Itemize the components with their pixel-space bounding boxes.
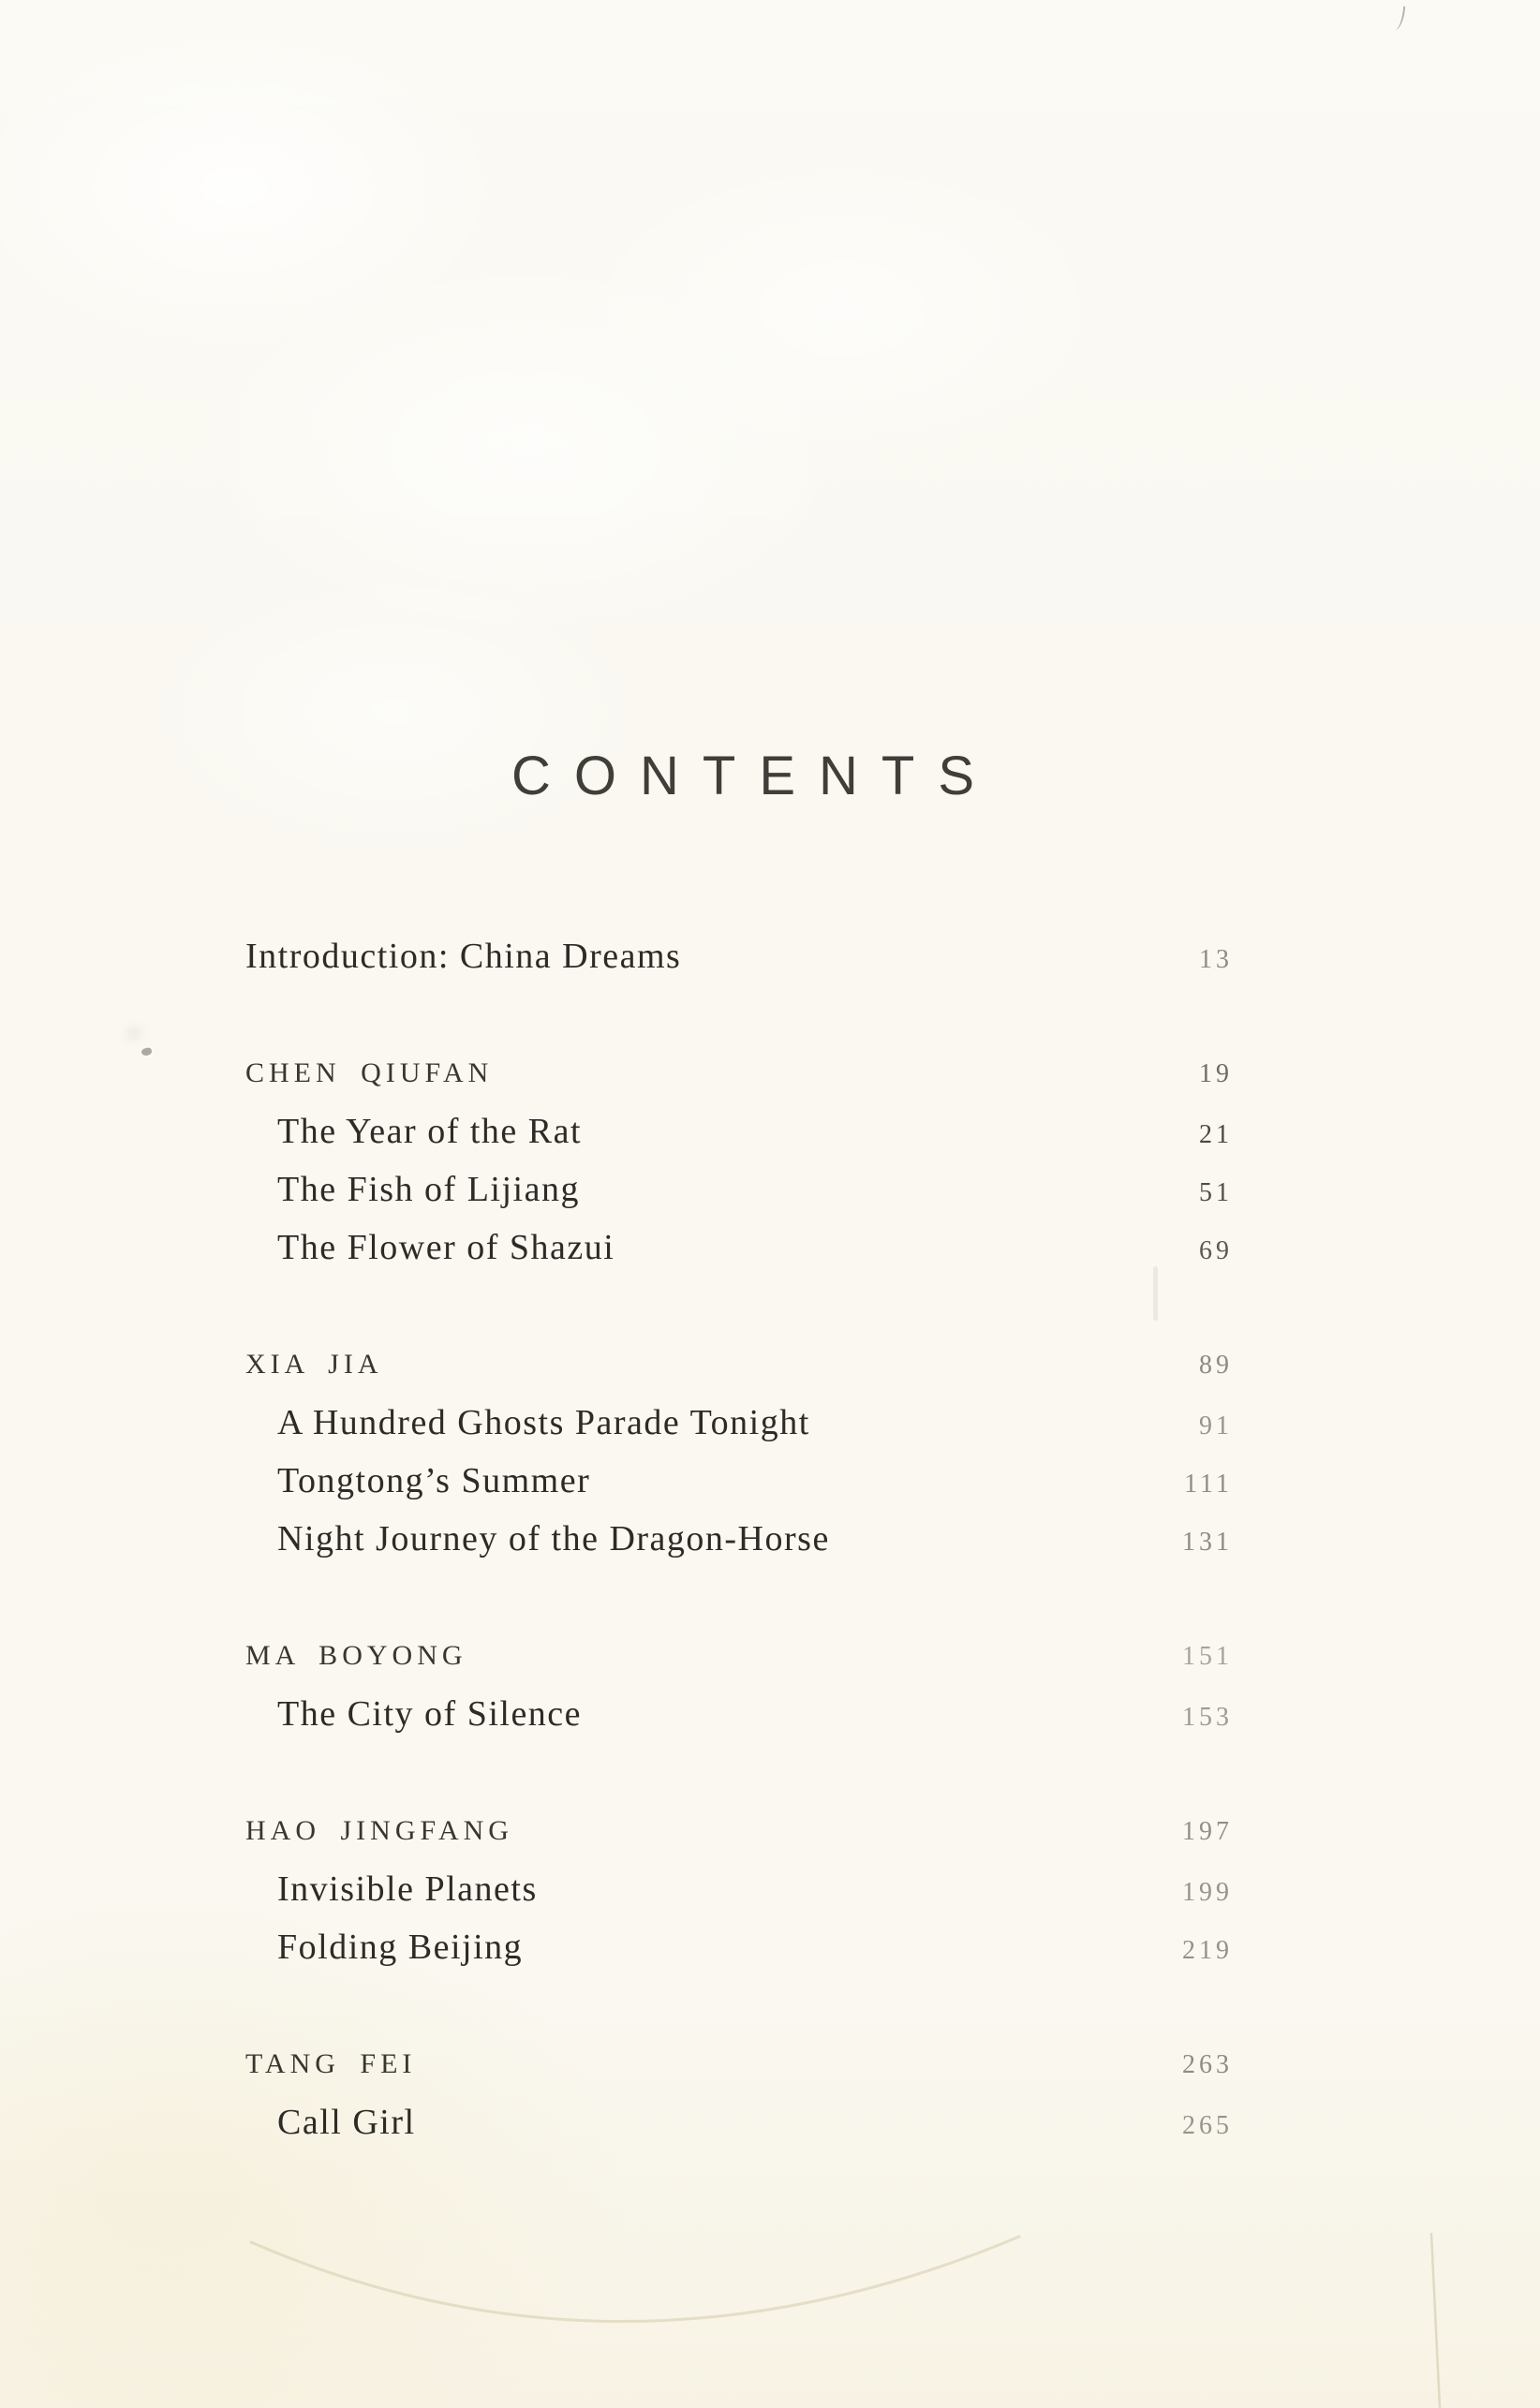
toc-story-title: Folding Beijing [277,1928,524,1967]
toc-author-row [245,1044,1233,1102]
scan-mark-top-right [1392,5,1406,30]
toc-page-number: 111 [1184,1470,1233,1499]
toc-author-name: HAO JINGFANG [245,1815,513,1846]
toc-story-title: Tongtong’s Summer [277,1461,591,1500]
toc-page-number: 263 [1182,2050,1233,2079]
toc-author-name: MA BOYONG [245,1640,467,1671]
toc-story-row [245,1394,1233,1452]
toc-page-number: 265 [1182,2111,1233,2140]
toc-intro-row [245,927,1233,985]
scan-speck-left-margin [141,1047,152,1056]
toc-author-name: TANG FEI [245,2048,417,2079]
toc-story-title: The Year of the Rat [277,1112,583,1151]
toc-page-number: 153 [1182,1703,1233,1732]
toc-page-number: 51 [1199,1178,1233,1207]
toc-story-row [245,1860,1233,1918]
toc-story-row [245,1219,1233,1277]
toc-section [245,1627,1233,1743]
toc-author-row [245,2035,1233,2093]
toc-story-row [245,1452,1233,1510]
toc-story-row [245,1685,1233,1743]
page-title: CONTENTS [511,746,998,806]
toc-sections [245,1044,1233,2151]
toc-story-row [245,1160,1233,1219]
toc-section [245,1336,1233,1568]
toc-intro-label: Introduction: China Dreams [245,937,682,976]
toc-section [245,2035,1233,2151]
toc-story-title: The Flower of Shazui [277,1228,615,1267]
toc-story-title: Invisible Planets [277,1869,538,1909]
toc-story-title: The City of Silence [277,1694,583,1734]
toc-intro-page-number: 13 [1199,945,1233,974]
toc-page-number: 69 [1199,1236,1233,1265]
table-of-contents [245,927,1233,2151]
toc-story-title: Call Girl [277,2103,416,2142]
toc-section [245,1044,1233,1277]
toc-page-number: 219 [1182,1936,1233,1965]
toc-story-row [245,1102,1233,1160]
toc-page-number: 19 [1199,1059,1233,1088]
toc-story-title: The Fish of Lijiang [277,1170,580,1209]
toc-story-row [245,1918,1233,1976]
toc-page-number: 91 [1199,1411,1233,1440]
toc-author-name: XIA JIA [245,1349,383,1380]
toc-page-number: 131 [1182,1528,1233,1557]
toc-author-row [245,1627,1233,1685]
toc-author-name: CHEN QIUFAN [245,1057,494,1088]
toc-story-row [245,2093,1233,2151]
toc-story-row [245,1510,1233,1568]
toc-story-title: Night Journey of the Dragon-Horse [277,1519,830,1559]
toc-page-number: 197 [1182,1817,1233,1846]
toc-section [245,1802,1233,1976]
toc-author-row [245,1802,1233,1860]
toc-page-number: 151 [1182,1642,1233,1671]
toc-page-number: 199 [1182,1878,1233,1907]
toc-page-number: 89 [1199,1351,1233,1380]
toc-author-row [245,1336,1233,1394]
toc-page-number: 21 [1199,1120,1233,1149]
toc-story-title: A Hundred Ghosts Parade Tonight [277,1403,810,1442]
